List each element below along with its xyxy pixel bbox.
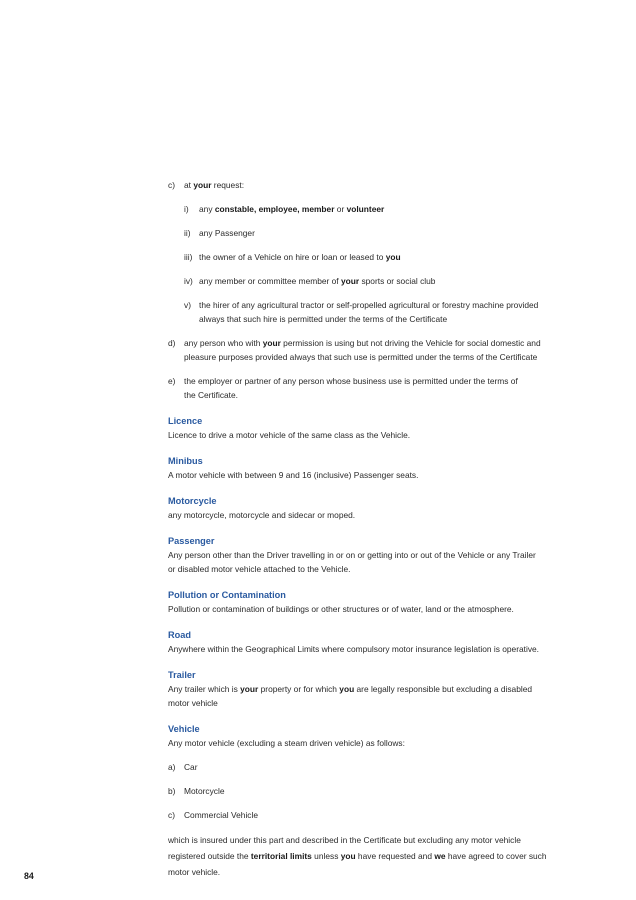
clause-text: the employer or partner of any person whose business use is permitted under the terms of the Certificate. xyxy=(184,376,518,400)
sub-item-label: iv) xyxy=(184,276,193,286)
sub-item-text: any member or committee member of your sports or social club xyxy=(199,276,436,286)
heading-road: Road xyxy=(168,630,191,640)
sub-item-text: any Passenger xyxy=(199,228,255,238)
clause-label: c) xyxy=(168,180,175,190)
sub-item xyxy=(184,250,578,264)
document-body xyxy=(168,178,578,880)
sub-item-text: the hirer of any agricultural tractor or self-propelled agricultural or forestry machine provided always that such hire is permitted under the terms of the Certificate xyxy=(199,300,539,324)
heading-pollution: Pollution or Contamination xyxy=(168,590,286,600)
heading-licence: Licence xyxy=(168,416,203,426)
definition-text: Licence to drive a motor vehicle of the same class as the Vehicle. xyxy=(168,430,411,440)
definition-text: Anywhere within the Geographical Limits where compulsory motor insurance legislation is operative. xyxy=(168,644,540,654)
clause-text: any person who with your permission is using but not driving the Vehicle for social domestic and pleasure purposes provided always that such use is permitted under the terms of the Certificate xyxy=(184,338,541,362)
clause-e xyxy=(168,374,578,402)
heading-minibus: Minibus xyxy=(168,456,203,466)
item-label: c) xyxy=(168,810,175,820)
sub-item xyxy=(184,226,578,240)
clause-label: d) xyxy=(168,338,176,348)
definition-text: A motor vehicle with between 9 and 16 (inclusive) Passenger seats. xyxy=(168,470,419,480)
definition-text: Pollution or contamination of buildings or other structures or of water, land or the atmosphere. xyxy=(168,604,514,614)
sub-item-label: v) xyxy=(184,300,191,310)
sub-item-text: the owner of a Vehicle on hire or loan or leased to you xyxy=(199,252,401,262)
definition-text: Any person other than the Driver travelling in or on or getting into or out of the Vehicle or any Trailer or disabled motor vehicle attached to the Vehicle. xyxy=(168,550,536,574)
clause-d xyxy=(168,336,578,364)
sub-item-label: iii) xyxy=(184,252,193,262)
definition-text: any motorcycle, motorcycle and sidecar or moped. xyxy=(168,510,356,520)
heading-motorcycle: Motorcycle xyxy=(168,496,217,506)
clause-label: e) xyxy=(168,376,176,386)
page-number: 84 xyxy=(24,871,34,881)
vehicle-type-item xyxy=(168,808,578,822)
sub-item-text: any constable, employee, member or volunteer xyxy=(199,204,385,214)
clause-text: at your request: xyxy=(184,180,245,190)
heading-vehicle: Vehicle xyxy=(168,724,200,734)
item-text: Motorcycle xyxy=(184,786,225,796)
sub-item xyxy=(184,202,578,216)
sub-item xyxy=(184,274,578,288)
vehicle-type-item xyxy=(168,784,578,798)
vehicle-type-item xyxy=(168,760,578,774)
item-label: a) xyxy=(168,762,176,772)
sub-item-label: i) xyxy=(184,204,189,214)
vehicle-tail-text: which is insured under this part and described in the Certificate but excluding any motor vehicle registered outside the territorial limits unless you have requested and we have agreed to cover such motor vehicle. xyxy=(168,835,547,877)
item-text: Commercial Vehicle xyxy=(184,810,259,820)
heading-trailer: Trailer xyxy=(168,670,196,680)
sub-item xyxy=(184,298,578,326)
sub-item-label: ii) xyxy=(184,228,191,238)
item-label: b) xyxy=(168,786,176,796)
clause-c xyxy=(168,178,578,192)
item-text: Car xyxy=(184,762,198,772)
heading-passenger: Passenger xyxy=(168,536,215,546)
definition-text: Any motor vehicle (excluding a steam driven vehicle) as follows: xyxy=(168,738,405,748)
definition-text: Any trailer which is your property or for which you are legally responsible but excluding a disabled motor vehicle xyxy=(168,684,533,708)
